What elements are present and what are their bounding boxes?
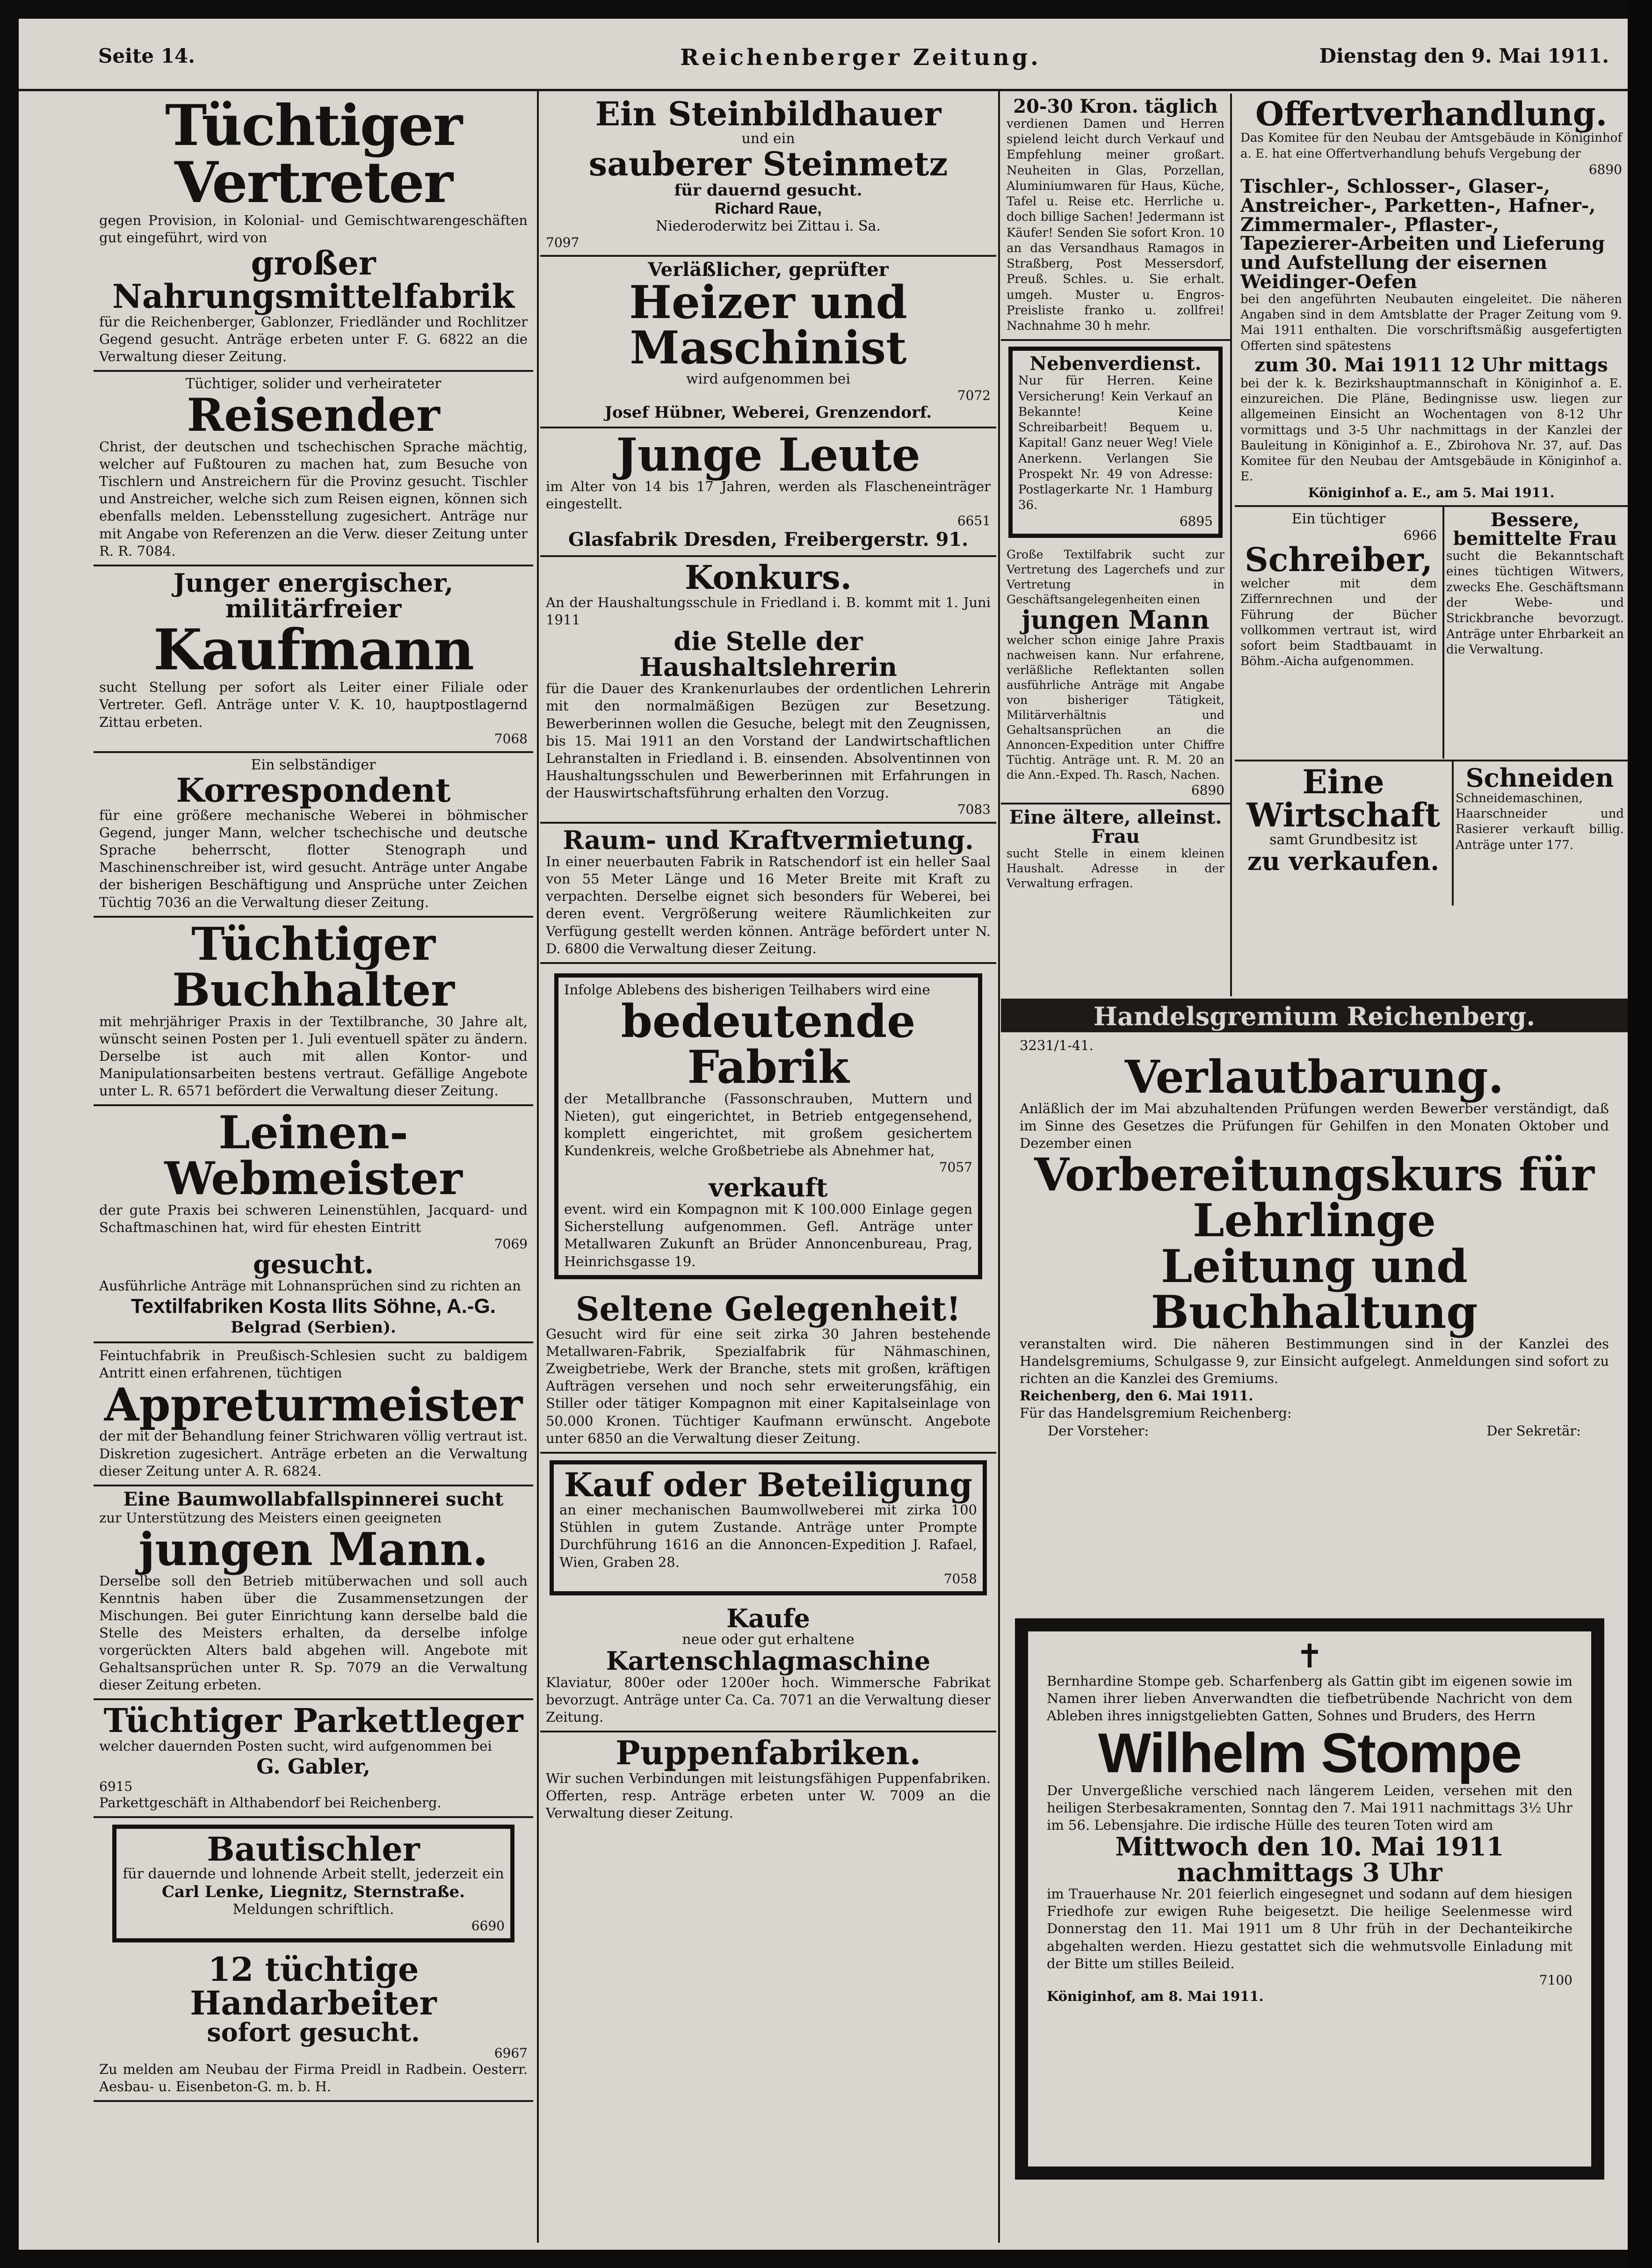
ad-kauf-beteiligung [550,1460,987,1595]
ad-kaufe [540,1602,996,1732]
ad-parkettleger [94,1700,533,1818]
ad-intro: Große Textilfabrik sucht zur Vertretung des Lagerchefs und zur Vertretung in Geschäftsangelegenheiten einen [1007,547,1225,606]
ad-intro: Ein tüchtiger [1291,510,1386,527]
ad-schneiden [1450,761,1628,906]
column-middle [540,94,996,2236]
newspaper-title: Reichenberger Zeitung. [680,44,1041,71]
ad-verdienst [1001,94,1230,341]
ad-headline: Leinen-Webmeister [164,1106,463,1205]
ad-text: Parkettgeschäft in Althabendorf bei Reichenberg. [99,1794,442,1811]
notice-text: Für das Handelsgremium Reichenberg: [1020,1405,1292,1421]
ad-company: Josef Hübner, Weberei, Grenzendorf. [604,403,932,422]
ad-text: event. wird ein Kompagnon mit K 100.000 Einlage gegen Sicherstellung aufgenommen. Gefl. Anträge unter Metallwaren Zukunft an Brüder Annoncenbureau, Prag, Heinrichsgasse 19. [564,1201,972,1269]
ad-text: Meldungen schriftlich. [232,1901,394,1918]
ad-text: der gute Praxis bei schweren Leinenstühlen, Jacquard- und Schaftmaschinen hat, wird für ehesten Eintritt [99,1202,528,1235]
ad-number: 6966 [1403,527,1437,543]
ad-text: Derselbe soll den Betrieb mitüberwachen und soll auch Kenntnis haben über die Zusammensetzungen der Mischungen. Bei guter Einrichtung kann derselbe bald die Stelle des Meisters erhalten, da derselbe infolge vorgerückten Alters bald abgehen will. Angebote mit Gehaltsansprüchen unter R. Sp. 7079 an die Verwaltung dieser Zeitung erbeten. [99,1572,528,1693]
ad-text: Ausführliche Anträge mit Lohnansprüchen sind zu richten an [99,1278,521,1294]
ad-subheadline: verkauft [709,1173,828,1203]
ad-number: 7057 [939,1159,972,1175]
ad-row [1235,760,1628,902]
ad-address: Niederoderwitz bei Zittau i. Sa. [656,217,881,234]
notice-headline: Verlautbarung. [1124,1051,1504,1104]
subcolumn-wide [1235,94,1628,996]
ad-number: 7072 [957,388,991,404]
ad-subheadline: sauberer Steinmetz [588,145,948,184]
ad-text: sucht Stelle in einem kleinen Haushalt. Adresse in der Verwaltung erfragen. [1007,847,1225,891]
ad-number: 7097 [546,234,580,250]
ad-company: Carl Lenke, Liegnitz, Sternstraße. [161,1883,465,1902]
ad-text: wird aufgenommen bei [686,371,851,388]
ad-text: bei den angeführten Neubauten eingeleitet. Die näheren Angaben sind in dem Amtsblatte der Prager Zeitung vom 9. Mai 1911 enthalten. Die vorschriftsmäßig ausgefertigten Offerten sind spätestens [1240,292,1622,353]
ad-text: für die Reichenberger, Gablonzer, Friedländer und Rochlitzer Gegend gesucht. Anträge erbeten unter F. G. 6822 an die Verwaltung dieser Zeitung. [99,313,528,364]
ad-number: 6890 [1588,161,1622,177]
notice-signatures [1020,1422,1609,1440]
ad-headline: Bessere, bemittelte Frau [1453,508,1617,550]
issue-date: Dienstag den 9. Mai 1911. [1319,44,1609,67]
ad-number: 7058 [943,1571,977,1587]
ad-headline: Kaufmann [153,616,474,683]
ad-signature: Königinhof a. E., am 5. Mai 1911. [1308,485,1555,500]
notice-ref: 3231/1-41. [1020,1037,1094,1054]
obituary-number: 7100 [1539,1972,1572,1988]
ad-text: für dauernde und lohnende Arbeit stellt, jederzeit ein [123,1866,504,1883]
ad-heizer [540,257,996,429]
ad-frau [1001,804,1230,896]
ad-headline: bedeutende Fabrik [621,994,916,1094]
ad-number: 6890 [1191,782,1225,798]
obituary-text: Bernhardine Stompe geb. Scharfenberg als Gattin gibt im eigenen sowie im Namen ihrer lieben Anverwandten die tiefbetrübende Nachricht von dem Ableben ihres innigstgeliebten Gatten, Sohnes und Bruders, des Herrn [1047,1673,1572,1724]
notice-text: veranstalten wird. Die näheren Bestimmungen sind in der Kanzlei des Handelsgremiums, Schulgasse 9, zur Einsicht aufgelegt. Anmeldungen sind sofort zu richten an die Kanzlei des Gremiums. [1020,1336,1609,1387]
ad-headline: Konkurs. [685,558,852,597]
ad-text: Das Komitee für den Neubau der Amtsgebäude in Königinhof a. E. hat eine Offertverhandlung behufs Vergebung der [1240,131,1622,161]
ad-fabrik [554,973,982,1279]
ad-intro: Tüchtiger, solider und verheirateter [185,376,442,392]
subcolumn-narrow [1001,94,1232,996]
ad-puppenfabriken [540,1732,996,1826]
ad-jungen-mann-2 [1001,543,1230,804]
notice-bar [1001,1001,1628,1032]
ad-wirtschaft [1235,761,1454,906]
ad-appreturmeister [94,1343,533,1486]
ad-headline: 12 tüchtige Handarbeiter [190,1950,437,2022]
ad-subheadline: gesucht. [253,1249,374,1280]
ad-text: zur Unterstützung des Meisters einen geeigneten [99,1509,442,1526]
ad-company: G. Gabler, [256,1754,370,1779]
ad-headline: jungen Mann [1022,604,1210,635]
ad-headline: Bautischler [207,1829,420,1869]
ad-headline: Raum- und Kraftvermietung. [563,825,974,855]
ad-number: 6895 [1179,513,1213,529]
ad-headline: Ein Steinbildhauer [595,94,942,133]
ad-subheadline: die Stelle der Haushaltslehrerin [639,626,897,682]
ad-junge-leute [540,428,996,557]
ad-korrespondent [94,753,533,918]
ad-text: welcher dauernden Posten sucht, wird aufgenommen bei [99,1738,492,1754]
ad-text: welcher schon einige Jahre Praxis nachweisen kann. Nur erfahrene, verläßliche Reflektanten sollen ausführliche Anträge mit Angabe von bisheriger Tätigkeit, Militärverhältnis und Gehaltsansprüchen an die Annoncen-Expedition unter Chiffre Tüchtig. Anträge unt. R. M. 20 an die Ann.-Exped. Th. Rasch, Nachen. [1007,633,1225,782]
ad-text: verdienen Damen und Herren spielend leicht durch Verkauf und Empfehlung meiner großart. Neuheiten in Glas, Porzellan, Aluminiumwaren für Haus, Küche, Tafel u. Reise etc. Herrliche u. doch billige Sachen! Jedermann ist Käufer! Senden Sie sofort Kron. 10 an das Versandhaus Ramagos in Straßberg, Post Messersdorf, Preuß. Schles. u. Sie erhalt. umgeh. Muster u. Engros-Preisliste franko u. zollfrei! Nachnahme 30 h mehr. [1007,116,1225,333]
ad-intro: Eine Baumwollabfallspinnerei sucht [123,1488,504,1510]
ad-headline: Tüchtiger Parkettleger [103,1701,523,1740]
ad-headline: Reisender [187,389,440,442]
ad-buchhalter [94,918,533,1106]
ad-number: 6967 [494,2045,528,2061]
ad-headline: 20-30 Kron. täglich [1013,95,1218,117]
ad-nebenverdienst [1008,347,1223,538]
ad-text: Schneidemaschinen, Haarschneider und Rasierer verkauft billig. Anträge unter 177. [1456,791,1624,852]
ad-text: neue oder gut erhaltene [682,1631,855,1648]
notice-subheadline: Vorbereitungskurs für Lehrlinge [1034,1148,1594,1247]
ad-text: sucht die Bekanntschaft eines tüchtigen Witwers, zwecks Ehe. Geschäftsmann der Webe- und Strickbranche bevorzugt. Anträge unter Ehrbarkeit an die Verwaltung. [1446,549,1624,657]
ad-frau-2 [1441,507,1628,759]
column-left [94,94,533,2236]
ad-number: 6690 [471,1918,505,1934]
ad-row [1235,507,1628,760]
ad-number: 6915 [99,1778,133,1794]
ad-number: 7068 [494,731,528,746]
obituary-text: Der Unvergeßliche verschied nach längerem Leiden, versehen mit den heiligen Sterbesakramenten, Sonntag den 7. Mai 1911 nachmittags 3½ Uhr im 56. Lebensjahre. Die irdische Hülle des teuren Toten wird am [1047,1782,1572,1833]
ad-headline: Korrespondent [176,770,451,810]
ad-konkurs [540,557,996,824]
column-rule [998,91,1000,2243]
ad-text: An der Haushaltungsschule in Friedland i. B. kommt mit 1. Juni 1911 [546,594,991,628]
ad-text: für eine größere mechanische Weberei in böhmischer Gegend, junger Mann, welcher tschechische und deutsche Sprache beherrscht, flotter Stenograph und Maschinenschreiber ist, wird gesucht. Anträge unter Angabe der bisherigen Beschäftigung und Ansprüche unter Zeichen Tüchtig 7036 an die Verwaltung dieser Zeitung. [99,807,528,910]
ad-handarbeiter [94,1949,533,2102]
ad-headline: Appreturmeister [104,1378,523,1431]
ad-headline: Eine Wirtschaft [1246,762,1440,835]
page-number: Seite 14. [98,44,195,67]
ad-headline: Schneiden [1465,762,1614,793]
ad-bautischler [112,1825,514,1942]
ad-text: bei der k. k. Bezirkshauptmannschaft in Königinhof a. E. einzureichen. Die Pläne, Bedingnisse usw. liegen zur allgemeinen Einsicht an Wochentagen von 8-12 Uhr vormittags und 3-5 Uhr nachmittags in der Kanzlei der Bauleitung in Königinhof a. E., Zbirohova Nr. 37, auf. Das Komitee für den Neubau der Amtsgebäude in Königinhof a. E. [1240,376,1622,484]
ad-offertverhandlung [1235,94,1628,507]
signature-chair: Der Vorsteher: [1048,1422,1149,1439]
ad-headline: Kauf oder Beteiligung [564,1465,973,1504]
ad-number: 6651 [957,513,991,529]
ad-company: Glasfabrik Dresden, Freibergerstr. 91. [568,528,969,551]
ad-subheadline: sofort gesucht. [207,2017,420,2048]
ad-headline: Tüchtiger Vertreter [165,94,462,216]
ad-text: Nur für Herren. Keine Versicherung! Kein Verkauf an Bekannte! Keine Schreibarbeit! Bequem u. Kapital! Ganz neuer Weg! Viele Anerkenn. Verlangen Sie Prospekt Nr. 49 von Adresse: Postlagerkarte Nr. 1 Hamburg 36. [1018,374,1213,513]
ad-schreiber [1235,507,1444,759]
ad-vertreter [94,94,533,372]
ad-steinbildhauer [540,94,996,257]
ad-text: der Metallbranche (Fassonschrauben, Muttern und Nieten), gut eingerichtet, in Betrieb entgegensehend, komplett eingerichtet, mit großem gesichertem Kundenkreis, welche Großbetriebe als Abnehmer hat, [564,1090,972,1159]
ad-text: In einer neuerbauten Fabrik in Ratschendorf ist ein heller Saal von 55 Meter Länge und 16 Meter Breite mit Kraft zu verpachten. Derselbe eignet sich besonders für Weberei, bei deren event. Vergrößerung weitere Räumlichkeiten zur Verfügung gestellt werden können. Anträge befördert unter N. D. 6800 die Verwaltung dieser Zeitung. [546,854,991,956]
obituary-text: im Trauerhause Nr. 201 feierlich eingesegnet und sodann auf dem hiesigen Friedhofe zur ewigen Ruhe beigesetzt. Die heilige Seelenmesse wird Donnerstag den 11. Mai 1911 um 8 Uhr früh in der Dechanteikirche abgehalten werden. Hiezu gestattet sich die wehmutsvolle Einladung mit der Bitte um stilles Beileid. [1047,1886,1572,1971]
ad-company: Textilfabriken Kosta Ilits Söhne, A.-G. [131,1295,496,1318]
ad-kaufmann [94,566,533,753]
ad-text: der mit der Behandlung feiner Strichwaren völlig vertraut ist. Diskretion zugesichert. Anträge erbeten an die Verwaltung dieser Zeitung unter A. R. 6824. [99,1428,528,1479]
cross-icon: ✝ [1296,1637,1324,1675]
ad-headline: Nebenverdienst. [1029,352,1202,375]
ad-text: mit mehrjähriger Praxis in der Textilbranche, 30 Jahre alt, wünscht seinen Posten per 1. Juli eventuell später zu ändern. Derselbe ist auch mit allen Kontor- und Manipulationsarbeiten bestens vertraut. Gefällige Angebote unter L. R. 6571 befördert die Verwaltung dieser Zeitung. [99,1013,528,1099]
ad-headline: Schreiber, [1245,540,1433,579]
ad-address: Belgrad (Serbien). [231,1318,396,1337]
ad-text: Christ, der deutschen und tschechischen Sprache mächtig, welcher auf Fußtouren zu machen hat, zum Besuche von Tischlern und Anstreichern für die Provinz gesucht. Tischler und Anstreicher, welche sich zum Reisen eignen, können sich ebenfalls melden. Lebensstellung zugesichert. Anträge nur mit Angabe von Referenzen an die Verw. dieser Zeitung unter R. R. 7084. [99,439,528,559]
notice-handelsgremium [1001,999,1628,1590]
ad-text: für dauernd gesucht. [674,181,862,200]
ad-headline: Kaufe [726,1603,810,1633]
newspaper-page [19,19,1628,2250]
ad-text: und ein [741,130,795,147]
column-rule [537,91,539,2243]
ad-headline: Puppenfabriken. [615,1733,921,1773]
ad-subheadline: zu verkaufen. [1247,846,1440,877]
ad-gelegenheit [540,1289,996,1454]
ad-intro: Verläßlicher, geprüfter [648,258,889,281]
column-right [1001,94,1628,2236]
ad-headline: Junge Leute [616,428,920,482]
ad-text: gegen Provision, in Kolonial- und Gemischtwarengeschäften gut eingeführt, wird von [99,212,528,246]
ad-intro: Junger energischer, militärfreier [173,567,454,623]
notice-org: Handelsgremium Reichenberg. [1093,1001,1536,1031]
ad-text: sucht Stellung per sofort als Leiter einer Filiale oder Vertreter. Gefl. Anträge unter V. K. 10, hauptpostlagernd Zittau erbeten. [99,679,528,730]
obituary-name: Wilhelm Stompe [1098,1722,1522,1785]
ad-headline: jungen Mann. [138,1522,488,1576]
page-edge [1628,0,1652,2268]
ad-headline: Offertverhandlung. [1255,94,1608,133]
ad-intro: Ein selbständiger [251,756,376,773]
ad-text: welcher mit dem Ziffernrechnen und der Führung der Bücher vollkommen vertraut ist, wird sofort beim Stadtbauamt in Böhm.-Aicha aufgenommen. [1240,577,1437,669]
ad-headline: Tüchtiger Buchhalter [172,917,455,1016]
ad-subheadline: Kartenschlagmaschine [606,1645,931,1676]
notice-body [1001,1032,1628,1444]
ad-intro: Feintuchfabrik in Preußisch-Schlesien sucht zu baldigem Antritt einen erfahrenen, tüchtigen [99,1348,528,1381]
ad-text: Wir suchen Verbindungen mit leistungsfähigen Puppenfabriken. Offerten, resp. Anträge erbeten unter W. 7009 an die Verwaltung dieser Zeitung. [546,1770,991,1821]
ad-text: Gesucht wird für eine seit zirka 30 Jahren bestehende Metallwaren-Fabrik, Spezialfabrik für Nähmaschinen, Zweigbetriebe, Werk der Branche, stets mit großen, kräftigen Aufträgen versehen und noch sehr erweiterungsfähig, ein Stiller oder tätiger Kompagnon mit einer Kapitalseinlage von 50.000 Kronen. Tüchtiger Kaufmann erwünscht. Angebote unter 6850 an die Verwaltung dieser Zeitung. [546,1326,991,1446]
ad-jungen-mann [94,1486,533,1701]
ad-text: Zu melden am Neubau der Firma Preidl in Radbein. Oesterr. Aesbau- u. Eisenbeton-G. m. b. H. [99,2061,528,2095]
ad-headline: Heizer und Maschinist [629,275,907,375]
ad-text: samt Grundbesitz ist [1269,832,1417,848]
ad-text: für die Dauer des Krankenurlaubes der ordentlichen Lehrerin mit den normalmäßigen Bezügen zur Besetzung. Bewerberinnen wollen die Gesuche, belegt mit den Zeugnissen, bis 15. Mai 1911 an den Vorstand der Landwirtschaftlichen Lehranstalten in Friedland i. B. einsenden. Absolventinnen von Haushaltungsschulen und Bewerberinnen mit Erfahrungen in der Hauswirtschaftsführung erhalten den Vorzug. [546,681,991,801]
obituary-place-date: Königinhof, am 8. Mai 1911. [1047,1988,1264,2004]
ad-company: Richard Raue, [715,199,822,217]
ad-intro: Infolge Ablebens des bisherigen Teilhabers wird eine [564,981,930,998]
ad-webmeister [94,1106,533,1343]
ad-text: Klaviatur, 800er oder 1200er hoch. Wimmersche Fabrikat bevorzugt. Anträge unter Ca. Ca. 7071 an die Verwaltung dieser Zeitung. [546,1674,991,1725]
page-header [19,19,1628,91]
signature-secretary: Der Sekretär: [1486,1422,1581,1439]
notice-subheadline: Leitung und Buchhaltung [1151,1240,1478,1339]
ad-reisender [94,372,533,566]
ad-raum-kraft [540,824,996,964]
ad-text: im Alter von 14 bis 17 Jahren, werden als Flascheneinträger eingestellt. [546,478,991,512]
ad-headline: Seltene Gelegenheit! [575,1289,961,1328]
ad-number: 7069 [494,1236,528,1252]
ad-number: 7083 [957,802,991,818]
ad-headline: Eine ältere, alleinst. Frau [1009,806,1222,848]
ad-text: an einer mechanischen Baumwollweberei mit zirka 100 Stühlen in gutem Zustande. Anträge unter Prompte Durchführung 1616 an die Annoncen-Expedition J. Rafael, Wien, Graben 28. [559,1502,977,1570]
obituary [1015,1618,1604,2180]
ad-subheadline: Tischler-, Schlosser-, Glaser-, Anstreicher-, Parketten-, Hafner-, Zimmermaler-, Pflaster-, Tapezierer-Arbeiten und Lieferung und Aufstellung der eisernen Weidinger-Oefen [1240,175,1605,293]
obituary-funeral-date: Mittwoch den 10. Mai 1911 nachmittags 3 Uhr [1115,1832,1504,1888]
ad-subheadline: großer Nahrungsmittelfabrik [112,244,515,316]
ad-deadline: zum 30. Mai 1911 12 Uhr mittags [1254,354,1608,376]
notice-date: Reichenberg, den 6. Mai 1911. [1020,1388,1253,1404]
notice-text: Anläßlich der im Mai abzuhaltenden Prüfungen werden Bewerber verständigt, daß im Sinne des Gesetzes die Prüfungen für Gehilfen in den Monaten Oktober und Dezember einen [1020,1101,1609,1152]
